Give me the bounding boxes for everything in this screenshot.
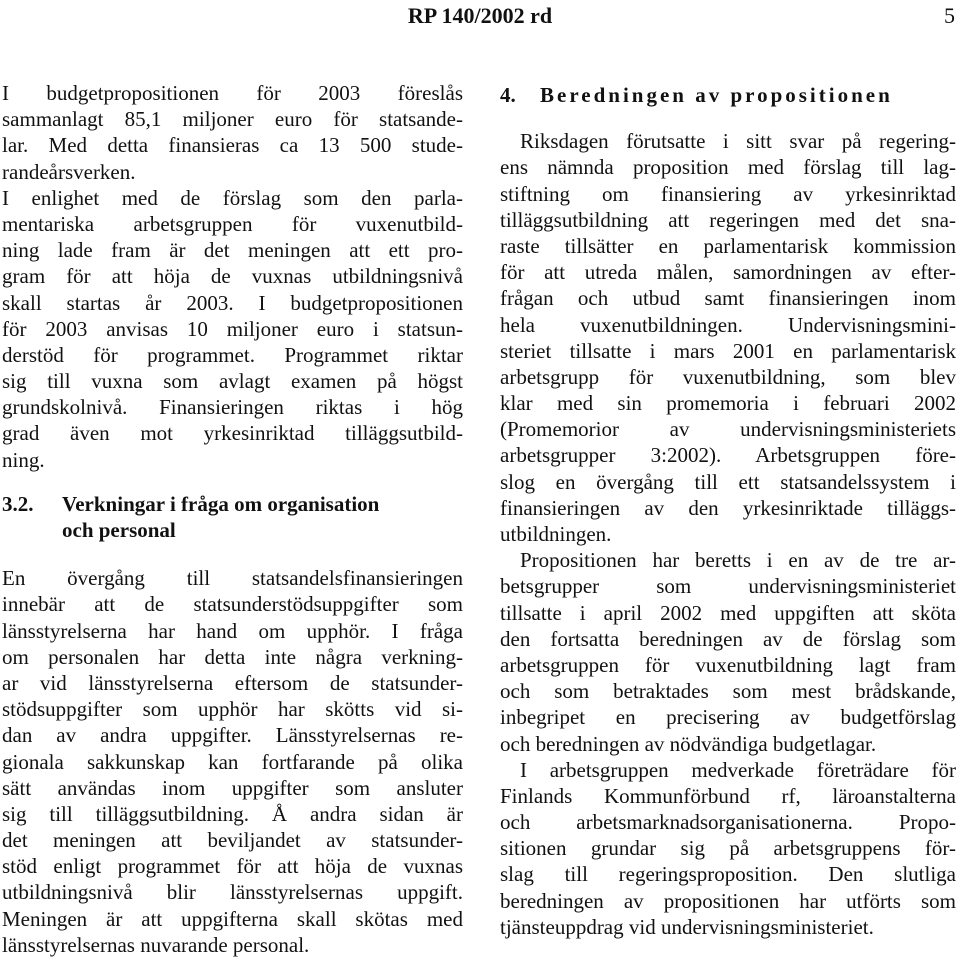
text-line: stiftning om finansiering av yrkesinriktad [500,181,956,206]
text-line: stöd enligt programmet för att höja de vuxnas [2,854,463,879]
text-line: Finlands Kommunförbund rf, läroanstalterna [500,783,956,808]
text-line: för att utreda målen, samordningen av efter- [500,260,956,285]
text-line: finansieringen av den yrkesinriktade tilläggs- [500,495,956,520]
text-line: det meningen att beviljandet av statsunder- [2,828,463,853]
text-line: derstöd för programmet. Programmet riktar [2,342,463,367]
text-line: gram för att höja de vuxnas utbildningsnivå [2,264,463,289]
right-paragraph-2 [500,547,956,757]
text-line: innebär att de statsunderstödsuppgifter som [2,592,463,617]
text-line: sig till vuxna som avlagt examen på högst [2,369,463,394]
section-title-line-1: Verkningar i fråga om organisation [62,491,380,516]
text-line: inbegripet en precisering av budgetförslag [500,705,956,730]
text-line: tjänsteuppdrag vid undervisningsministeriet. [500,914,874,939]
text-line: arbetsgrupp för vuxenutbildning, som blev [500,364,956,389]
text-line: arbetsgruppen för vuxenutbildning lagt fram [500,652,956,677]
text-line: klar med sin promemoria i februari 2002 [500,391,956,416]
text-line: hela vuxenutbildningen. Undervisningsmini- [500,312,956,337]
text-line: sätt användas inom uppgifter som ansluter [2,775,463,800]
text-line: stödsuppgifter som upphör har skötts vid si- [2,697,463,722]
section-title-line-2: och personal [62,518,176,542]
text-line: länsstyrelserna har hand om upphör. I fråga [2,618,463,643]
text-line: ning lade fram är det meningen att ett pro- [2,238,463,263]
text-line: utbildningsnivå blir länsstyrelsernas uppgift. [2,880,463,905]
text-line: steriet tillsatte i mars 2001 en parlamentarisk [500,338,956,363]
text-line: slag till regeringsproposition. Den slutliga [500,862,956,887]
text-line: tillsatte i april 2002 med uppgiften att sköta [500,600,956,625]
text-line: grad även mot yrkesinriktad tilläggsutbild- [2,421,463,446]
section-heading-3-2 [2,491,463,543]
text-line: randeårsverken. [2,159,136,184]
text-line: slog en övergång till ett statsandelssystem i [500,469,956,494]
text-line: ar vid länsstyrelserna eftersom de statsunder- [2,670,463,695]
left-paragraph-2 [2,185,463,473]
section-number: 3.2. [2,491,34,516]
section-title: Beredningen av propositionen [540,83,893,107]
text-line: gionala sakkunskap kan fortfarande på olika [2,749,463,774]
text-line: I arbetsgruppen medverkade företrädare för [520,757,956,782]
text-line: sitionen grundar sig på arbetsgruppens för- [500,836,956,861]
text-line: utbildningen. [500,522,612,546]
left-column [2,80,463,958]
text-line: I enlighet med de förslag som den parla- [2,185,463,210]
text-line: En övergång till statsandelsfinansieringen [2,566,463,591]
text-line: lar. Med detta finansieras ca 13 500 stude- [2,133,463,158]
text-line: ens nämnda proposition med förslag till lag- [500,155,956,180]
text-line: beredningen av propositionen har utförts som [500,888,956,913]
text-line: sig till tilläggsutbildning. Å andra sidan är [2,801,463,826]
text-line: mentariska arbetsgruppen för vuxenutbild- [2,211,463,236]
text-line: Meningen är att uppgifterna skall skötas med [2,906,463,931]
text-line: för 2003 anvisas 10 miljoner euro i statsun- [2,316,463,341]
left-paragraph-1 [2,80,463,185]
left-paragraph-3 [2,565,463,958]
right-column [500,80,956,940]
section-heading-4 [500,82,956,108]
text-line: arbetsgrupper 3:2002). Arbetsgruppen före- [500,443,956,468]
page-header [0,0,960,40]
text-line: länsstyrelsernas nuvarande personal. [2,932,310,957]
text-line: ning. [2,447,45,472]
text-line: raste tillsätter en parlamentarisk kommission [500,233,956,258]
right-paragraph-1 [500,128,956,547]
text-line: skall startas år 2003. I budgetpropositionen [2,290,463,315]
document-title: RP 140/2002 rd [407,3,553,28]
text-line: tilläggsutbildning att regeringen med det sna- [500,207,956,232]
text-line: dan av andra uppgifter. Länsstyrelsernas re- [2,723,463,748]
text-line: och beredningen av nödvändiga budgetlagar. [500,731,877,756]
text-line: Propositionen har beretts i en av de tre ar- [520,548,956,573]
text-line: betsgrupper som undervisningsministeriet [500,574,956,599]
text-line: och arbetsmarknadsorganisationerna. Propo- [500,810,956,835]
text-line: sammanlagt 85,1 miljoner euro för statsande- [2,107,463,132]
right-paragraph-3 [500,757,956,940]
text-line: om personalen har detta inte några verkning- [2,644,463,669]
text-line: (Promemorior av undervisningsministeriets [500,417,956,442]
page-number: 5 [944,3,955,28]
text-line: I budgetpropositionen för 2003 föreslås [2,81,463,105]
text-line: och som betraktades som mest brådskande, [500,679,956,704]
text-line: den fortsatta beredningen av de förslag som [500,626,956,651]
text-line: frågan och utbud samt finansieringen inom [500,286,956,311]
section-number: 4. [500,83,516,107]
text-line: grundskolnivå. Finansieringen riktas i hög [2,395,463,420]
text-line: Riksdagen förutsatte i sitt svar på regering- [520,129,956,154]
